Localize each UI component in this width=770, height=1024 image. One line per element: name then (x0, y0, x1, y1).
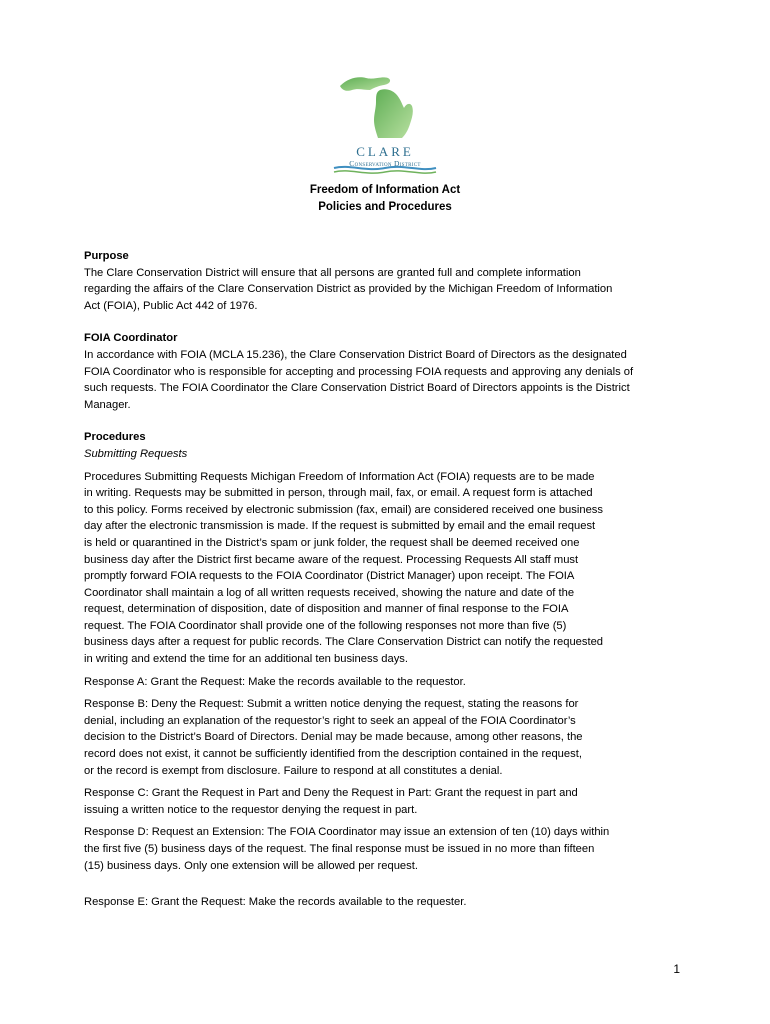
text-line: FOIA Coordinator who is responsible for accepting and processing FOIA requests and approving any denials of (84, 365, 634, 378)
purpose-paragraph (84, 265, 684, 315)
text-line: In accordance with FOIA (MCLA 15.236), the Clare Conservation District Board of Directors as the designated (84, 348, 627, 361)
coordinator-heading: FOIA Coordinator (84, 332, 178, 345)
procedures-heading: Procedures (84, 431, 146, 444)
text-line: such requests. The FOIA Coordinator the Clare Conservation District Board of Directors appoints is the District (84, 382, 630, 395)
document-body (84, 248, 684, 911)
text-line: Manager. (84, 398, 131, 411)
text-line: The Clare Conservation District will ensure that all persons are granted full and complete information (84, 266, 581, 279)
text-line: issuing a written notice to the requestor denying the request in part. (84, 803, 418, 816)
text-line: Response B: Deny the Request: Submit a written notice denying the request, stating the reasons for (84, 698, 579, 711)
text-line: the first five (5) business days of the request. The final response must be issued in no more than fifteen (84, 843, 595, 855)
text-line: (15) business days. Only one extension will be allowed per request. (84, 859, 418, 872)
text-line: decision to the District’s Board of Directors. Denial may be made because, among other reasons, the (84, 731, 583, 744)
text-line: business day after the District first became aware of the request. Processing Requests All staff must (84, 553, 579, 566)
text-line: promptly forward FOIA requests to the FOIA Coordinator (District Manager) upon receipt. The FOIA (84, 570, 575, 583)
text-line: request, determination of disposition, date of disposition and manner of final response to the FOIA (84, 603, 569, 616)
text-line: day after the electronic transmission is made. If the request is submitted by email and the email request (84, 520, 596, 533)
response-b (84, 696, 684, 779)
text-line: request. The FOIA Coordinator shall provide one of the following responses not more than five (5) (84, 619, 567, 632)
document-title (0, 182, 770, 216)
text-line: regarding the affairs of the Clare Conservation District as provided by the Michigan Freedom of Information (84, 283, 613, 296)
response-d (84, 824, 684, 874)
page-number: 1 (673, 962, 680, 976)
text-line: to this policy. Forms received by electronic submission (fax, email) are considered received one business (84, 503, 603, 516)
coordinator-paragraph (84, 347, 684, 413)
title-line-1: Freedom of Information Act (309, 184, 461, 196)
logo-subtitle: Conservation District (349, 159, 421, 168)
text-line: Procedures Submitting Requests Michigan Freedom of Information Act (FOIA) requests are to be made (84, 470, 595, 483)
logo-title: CLARE (356, 144, 414, 159)
response-a (84, 674, 684, 691)
response-c (84, 785, 684, 818)
text-line: Response A: Grant the Request: Make the records available to the requestor. (84, 675, 466, 688)
text-line: Coordinator shall maintain a log of all written requests received, showing the nature and date of the (84, 586, 575, 599)
text-line: Response C: Grant the Request in Part and Deny the Request in Part: Grant the request in part and (84, 787, 578, 800)
text-line: in writing. Requests may be submitted in person, through mail, fax, or email. A request form is attached (84, 487, 593, 500)
procedures-subheading: Submitting Requests (84, 447, 188, 460)
response-e (84, 894, 684, 911)
title-line-2: Policies and Procedures (318, 201, 452, 213)
text-line: record does not exist, it cannot be sufficiently identified from the description contained in the request, (84, 748, 582, 761)
text-line: Act (FOIA), Public Act 442 of 1976. (84, 299, 258, 312)
purpose-heading: Purpose (84, 250, 129, 262)
text-line: is held or quarantined in the District’s spam or junk folder, the request shall be deemed received one (84, 536, 580, 549)
text-line: Response E: Grant the Request: Make the records available to the requester. (84, 896, 467, 909)
text-line: in writing and extend the time for an additional ten business days. (84, 653, 409, 666)
text-line: Response D: Request an Extension: The FOIA Coordinator may issue an extension of ten (10) days within (84, 826, 610, 839)
text-line: or the record is exempt from disclosure. Failure to respond at all constitutes a denial. (84, 764, 503, 777)
procedures-paragraph (84, 469, 684, 668)
district-logo (330, 68, 440, 176)
text-line: business days after a request for public records. The Clare Conservation District can notify the requested (84, 636, 604, 649)
text-line: denial, including an explanation of the requestor’s right to seek an appeal of the FOIA Coordinator’s (84, 714, 576, 727)
